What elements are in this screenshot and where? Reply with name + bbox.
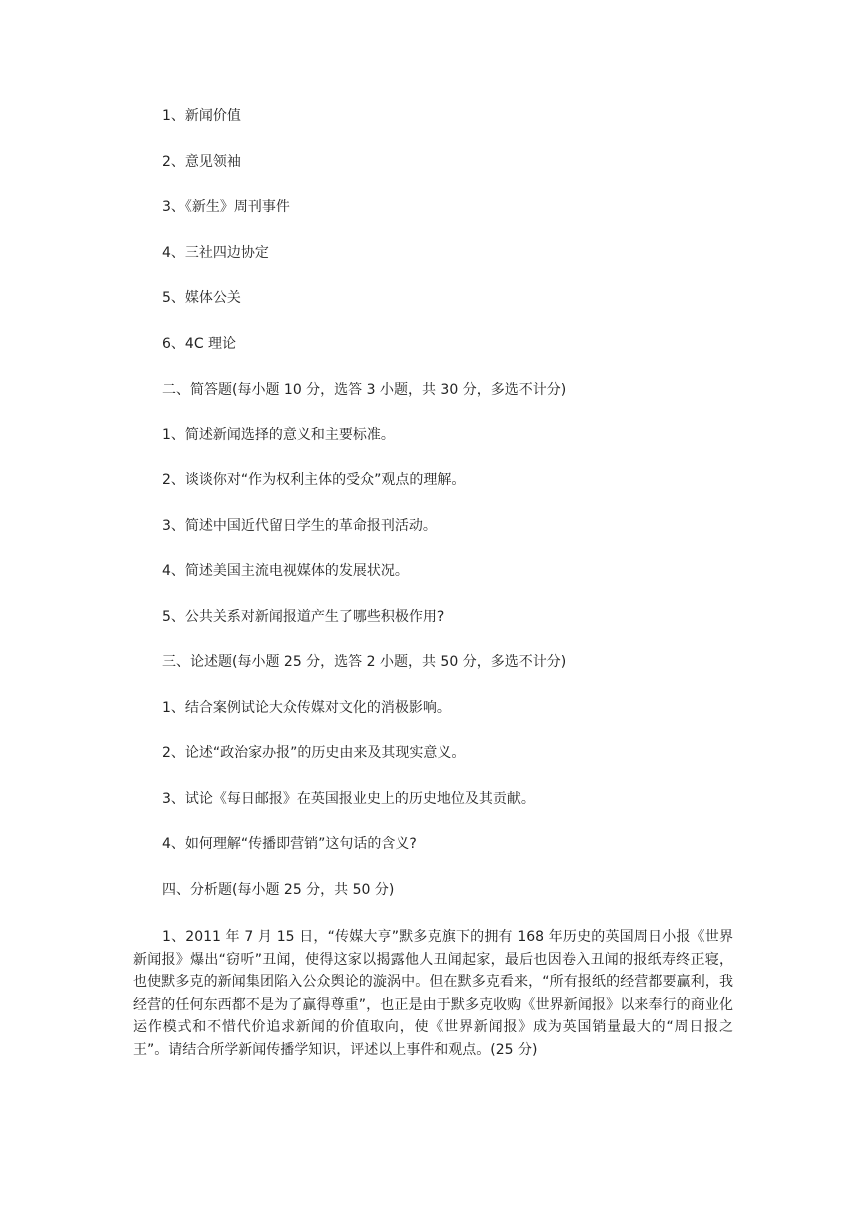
term-item: 3、《新生》周刊事件 (162, 199, 290, 215)
question-item: 3、试论《每日邮报》在英国报业史上的历史地位及其贡献。 (162, 791, 535, 807)
question-item: 2、谈谈你对“作为权利主体的受众”观点的理解。 (162, 472, 466, 488)
term-item: 2、意见领袖 (162, 154, 241, 170)
question-item: 5、公共关系对新闻报道产生了哪些积极作用? (162, 609, 445, 625)
question-item: 4、简述美国主流电视媒体的发展状况。 (162, 563, 409, 579)
term-item: 4、三社四边协定 (162, 245, 269, 261)
section-heading-short-answer: 二、简答题(每小题 10 分，选答 3 小题，共 30 分，多选不计分) (162, 382, 567, 398)
analysis-paragraph: 1、2011 年 7 月 15 日，“传媒大亨”默多克旗下的拥有 168 年历史的英国周日小报《世界新闻报》爆出“窃听”丑闻，使得这家以揭露他人丑闻起家，最后也因卷入丑闻的报纸寿终正寝，也使默多克的新闻集团陷入公众舆论的漩涡中。但在默多克看来，“所有报纸的经营都要赢利，我经营的任何东西都不是为了赢得尊重”，也正是由于默多克收购《世界新闻报》以来奉行的商业化运作模式和不惜代价追求新闻的价值取向，使《世界新闻报》成为英国销量最大的“周日报之王”。请结合所学新闻传播学知识，评述以上事件和观点。(25 分) (133, 929, 733, 1058)
section-heading-essay: 三、论述题(每小题 25 分，选答 2 小题，共 50 分，多选不计分) (162, 654, 567, 670)
section-heading-analysis: 四、分析题(每小题 25 分，共 50 分) (162, 882, 395, 898)
question-item: 2、论述“政治家办报”的历史由来及其现实意义。 (162, 745, 466, 761)
question-item: 1、简述新闻选择的意义和主要标准。 (162, 427, 395, 443)
term-item: 6、4C 理论 (162, 336, 237, 352)
question-item: 3、简述中国近代留日学生的革命报刊活动。 (162, 518, 437, 534)
term-item: 5、媒体公关 (162, 290, 241, 306)
question-item: 1、结合案例试论大众传媒对文化的消极影响。 (162, 700, 451, 716)
question-item: 4、如何理解“传播即营销”这句话的含义? (162, 836, 417, 852)
term-item: 1、新闻价值 (162, 108, 241, 124)
